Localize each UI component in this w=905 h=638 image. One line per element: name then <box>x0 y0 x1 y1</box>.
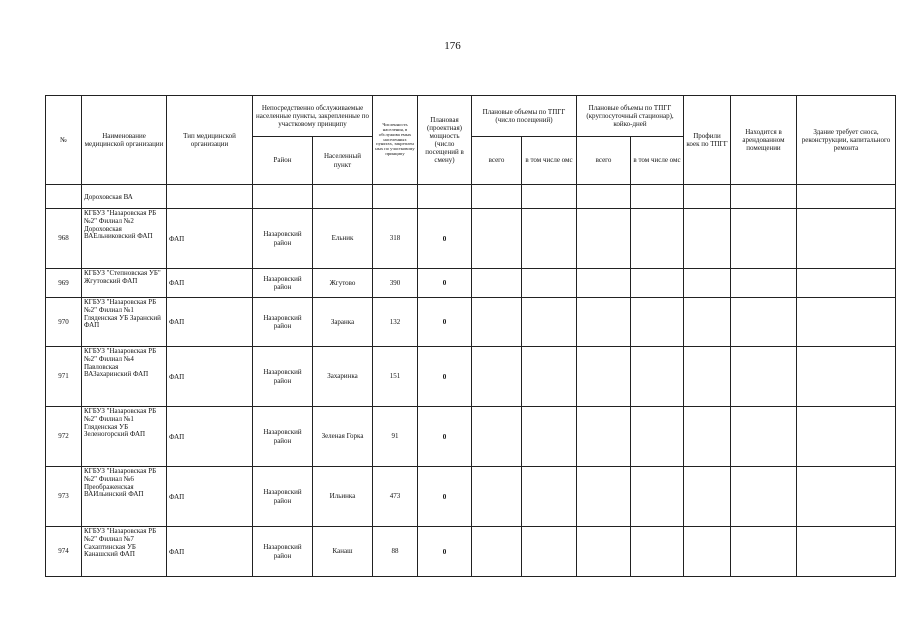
row-population: 318 <box>373 209 418 269</box>
row-num: 972 <box>46 407 82 467</box>
facilities-table <box>45 95 896 577</box>
row-locality: Жгутово <box>313 269 373 298</box>
row-district: Назаровский район <box>253 298 313 347</box>
row-capacity: 0 <box>418 527 472 577</box>
header-med-type: Тип медицинской организации <box>167 96 253 185</box>
header-tpgg-visits: Плановые объемы по ТПГГ (число посещений) <box>472 96 577 137</box>
row-name: КГБУЗ "Степновская УБ" Жгутовский ФАП <box>82 269 167 298</box>
header-population: Численность населения, в обслужива емых населенных пунктах, закреплен ных по участковому принципу <box>373 96 418 185</box>
row-type: ФАП <box>167 467 253 527</box>
header-visits-total: всего <box>472 137 522 185</box>
row-district: Назаровский район <box>253 269 313 298</box>
header-repair: Здание требует сноса, реконструкции, капитального ремонта <box>797 96 896 185</box>
row-population: 473 <box>373 467 418 527</box>
row-num: 971 <box>46 347 82 407</box>
row-population: 132 <box>373 298 418 347</box>
row-type: ФАП <box>167 269 253 298</box>
row-locality: Заранка <box>313 298 373 347</box>
row-population: 390 <box>373 269 418 298</box>
row-capacity: 0 <box>418 407 472 467</box>
header-tpgg-round: Плановые объемы по ТПГГ (круглосуточный стационар), койко-дней <box>577 96 684 137</box>
row-district: Назаровский район <box>253 467 313 527</box>
header-visits-oms: в том числе омс <box>522 137 577 185</box>
row-num: 973 <box>46 467 82 527</box>
row-district: Назаровский район <box>253 407 313 467</box>
header-locality: Населенный пункт <box>313 137 373 185</box>
row-name: КГБУЗ "Назаровская РБ №2" Филиал №6 Преображенская ВАИльинский ФАП <box>82 467 167 527</box>
row-capacity: 0 <box>418 298 472 347</box>
row-type: ФАП <box>167 209 253 269</box>
row-capacity: 0 <box>418 347 472 407</box>
row-type: ФАП <box>167 407 253 467</box>
continuation-text: Дороховская ВА <box>82 185 167 209</box>
header-leased: Находится в арендованном помещении <box>731 96 797 185</box>
row-population: 91 <box>373 407 418 467</box>
header-served: Непосредственно обслуживаемые населенные пункты, закрепленные по участковому принципу <box>253 96 373 137</box>
row-name: КГБУЗ "Назаровская РБ №2" Филиал №1 Гляденская УБ Заранский ФАП <box>82 298 167 347</box>
row-locality: Канаш <box>313 527 373 577</box>
row-name: КГБУЗ "Назаровская РБ №2" Филиал №1 Гляденская УБ Зеленогорский ФАП <box>82 407 167 467</box>
table-row <box>46 467 896 527</box>
table-row <box>46 209 896 269</box>
row-capacity: 0 <box>418 467 472 527</box>
table-row <box>46 527 896 577</box>
table-row <box>46 347 896 407</box>
row-num: 970 <box>46 298 82 347</box>
row-locality: Ельник <box>313 209 373 269</box>
row-num: 968 <box>46 209 82 269</box>
row-capacity: 0 <box>418 209 472 269</box>
row-name: КГБУЗ "Назаровская РБ №2" Филиал №4 Павловская ВАЗахаринский ФАП <box>82 347 167 407</box>
header-org-name: Наименование медицинской организации <box>82 96 167 185</box>
header-capacity: Плановая (проектная) мощность (число посещений в смену) <box>418 96 472 185</box>
row-name: КГБУЗ "Назаровская РБ №2" Филиал №2 Дороховская ВАЕльниковский ФАП <box>82 209 167 269</box>
header-profiles: Профили коек по ТПГГ <box>684 96 731 185</box>
row-district: Назаровский район <box>253 209 313 269</box>
row-population: 88 <box>373 527 418 577</box>
row-district: Назаровский район <box>253 527 313 577</box>
header-round-total: всего <box>577 137 631 185</box>
row-locality: Захаринка <box>313 347 373 407</box>
row-capacity: 0 <box>418 269 472 298</box>
row-type: ФАП <box>167 347 253 407</box>
row-locality: Ильинка <box>313 467 373 527</box>
row-name: КГБУЗ "Назаровская РБ №2" Филиал №7 Сахаптинская УБ Канашский ФАП <box>82 527 167 577</box>
row-num: 969 <box>46 269 82 298</box>
header-num: № <box>46 96 82 185</box>
row-num: 974 <box>46 527 82 577</box>
header-round-oms: в том числе омс <box>631 137 684 185</box>
row-type: ФАП <box>167 298 253 347</box>
table-row <box>46 298 896 347</box>
table-row <box>46 407 896 467</box>
row-locality: Зеленая Горка <box>313 407 373 467</box>
row-population: 151 <box>373 347 418 407</box>
page-number: 176 <box>444 40 461 52</box>
header-district: Район <box>253 137 313 185</box>
row-type: ФАП <box>167 527 253 577</box>
table-row <box>46 269 896 298</box>
row-district: Назаровский район <box>253 347 313 407</box>
